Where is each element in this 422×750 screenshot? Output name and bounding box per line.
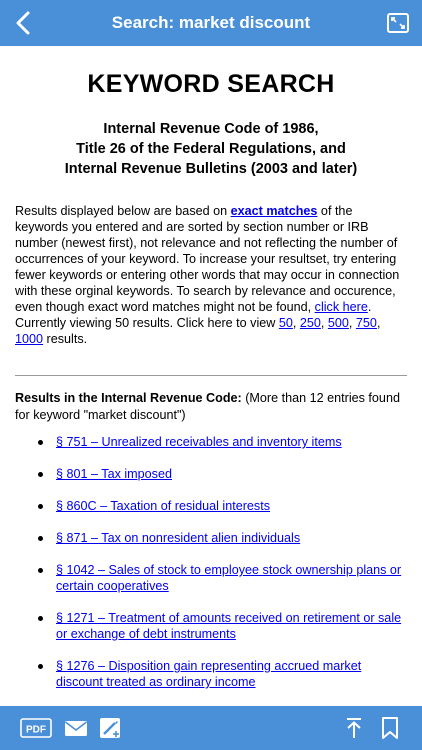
bullet-icon (38, 504, 43, 509)
list-item (0, 466, 422, 482)
envelope-icon (64, 718, 88, 738)
result-link[interactable]: § 1042 – Sales of stock to employee stock ownership plans or certain cooperatives (56, 563, 402, 593)
bottom-toolbar (0, 706, 422, 750)
page-heading: KEYWORD SEARCH (87, 70, 335, 98)
intro-paragraph: Results displayed below are based on exact matches of the keywords you entered and are sorted by section number or IRB number (newest first), not relevance and not reflecting the number of occurrences of your keyword. To increase your resultset, try entering fewer keywords or entering other words that may occur in connection with these orginal keywords. To search by relevance and occurence, even though exact word matches might not be found, click here. Currently viewing 50 results. Click here to view 50, 250, 500, 750, 1000 results. (15, 204, 400, 346)
section-divider (15, 375, 407, 376)
page-subheading (20, 119, 402, 179)
chevron-left-icon (15, 11, 31, 35)
expand-icon (386, 11, 410, 35)
list-item (0, 498, 422, 514)
view-250-link[interactable]: 250 (299, 316, 321, 330)
pdf-label: PDF (26, 724, 46, 736)
pdf-button[interactable] (20, 716, 52, 740)
intro-text: Results displayed below are based on (15, 204, 231, 218)
email-button[interactable] (64, 716, 88, 740)
view-1000-link[interactable]: 1000 (15, 332, 44, 346)
results-section-header (15, 390, 407, 424)
result-link[interactable]: § 1276 – Disposition gain representing accrued market discount treated as ordinary income (56, 659, 362, 689)
arrow-up-to-top-icon (342, 716, 366, 740)
bookmark-icon (381, 716, 399, 740)
list-item (0, 610, 422, 642)
results-section-note: (More than 12 entries found for keyword "market discount") (15, 391, 400, 422)
document-content[interactable] (0, 46, 422, 706)
intro-text: . Currently viewing 50 results. Click here to view (15, 300, 372, 330)
list-item (0, 658, 422, 690)
list-item (0, 530, 422, 546)
bullet-icon (38, 536, 43, 541)
bullet-icon (38, 616, 43, 621)
subheading-line: Title 26 of the Federal Regulations, and (76, 141, 346, 157)
back-button[interactable] (8, 8, 38, 38)
pdf-icon (20, 717, 52, 739)
view-50-link[interactable]: 50 (278, 316, 293, 330)
intro-text: results. (43, 332, 88, 346)
bullet-icon (38, 568, 43, 573)
navigation-bar (0, 0, 422, 46)
fullscreen-button[interactable] (386, 11, 410, 35)
nav-title: Search: market discount (111, 13, 311, 32)
bullet-icon (38, 440, 43, 445)
click-here-link[interactable]: click here (314, 300, 368, 314)
bookmark-button[interactable] (380, 716, 400, 740)
result-link[interactable]: § 871 – Tax on nonresident alien individuals (56, 531, 301, 545)
view-750-link[interactable]: 750 (355, 316, 377, 330)
result-link[interactable]: § 860C – Taxation of residual interests (56, 499, 270, 513)
view-500-link[interactable]: 500 (327, 316, 349, 330)
subheading-line: Internal Revenue Bulletins (2003 and later) (64, 161, 358, 177)
exact-matches-link[interactable]: exact matches (230, 204, 318, 218)
scroll-to-top-button[interactable] (342, 716, 366, 740)
result-link[interactable]: § 801 – Tax imposed (56, 467, 172, 481)
results-list (0, 434, 422, 690)
edit-note-button[interactable] (98, 716, 122, 740)
bullet-icon (38, 664, 43, 669)
edit-icon (98, 716, 122, 740)
result-link[interactable]: § 751 – Unrealized receivables and inventory items (56, 435, 342, 449)
results-section-title: Results in the Internal Revenue Code: (15, 391, 242, 405)
list-item (0, 434, 422, 450)
intro-text: of the keywords you entered and are sorted by section number or IRB number (newest first), not relevance and not reflecting the number of occurrences of your keyword. To increase your resultset, try entering fewer keywords or entering other words that may occur in connection with these orginal keywords. To search by relevance and occurence, even though exact word matches might not be found, (15, 204, 400, 314)
list-item (0, 562, 422, 594)
bullet-icon (38, 472, 43, 477)
result-link[interactable]: § 1271 – Treatment of amounts received on retirement or sale or exchange of debt instruments (56, 611, 402, 641)
subheading-line: Internal Revenue Code of 1986, (103, 121, 319, 137)
